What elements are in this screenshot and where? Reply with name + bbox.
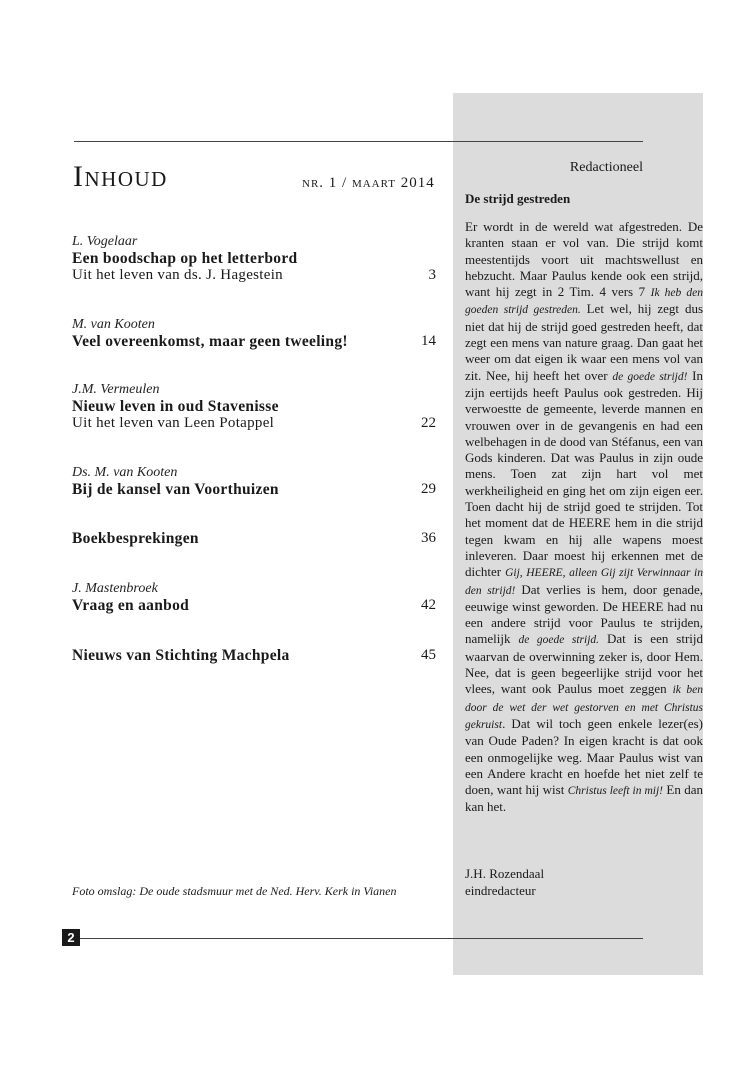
toc-entry[interactable]: [72, 580, 436, 614]
toc-entry-subtitle: Uit het leven van Leen Potappel: [72, 415, 275, 431]
toc-entry[interactable]: [72, 316, 436, 350]
editorial-text-run: In zijn eertijds heeft Paulus ook gestreden. Hij verwoestte de gemeente, leverde mannen en vrouwen over in de gevangenis en had een welbehagen in de dood van Stéfanus, een van Gods kinderen. Dat was Paulus in zijn oude mens. Toen zat zijn hart vol met werkheiligheid en ging het om zijn eigen eer. Toen dacht hij de strijd goed te strijden. Tot het moment dat de HEERE hem in die strijd tegen kwam en hij alle wapens moest inleveren. Daar moest hij erkennen met de dichter: [465, 367, 703, 580]
page-number-badge: 2: [62, 929, 80, 946]
toc-entry-title: Boekbesprekingen: [72, 530, 199, 547]
editorial-text-run: En dan kan het.: [465, 782, 703, 815]
toc-entry-title: Veel overeenkomst, maar geen tweeling!: [72, 333, 348, 350]
bottom-divider: [80, 938, 643, 939]
toc-author: M. van Kooten: [72, 317, 155, 332]
editorial-text-run: Let wel, hij zegt dus niet dat hij de strijd goed gestreden heeft, dat zegt een mens van nature graag. Dan gaat het weer om dat eigen ik waar een mens vol van zit. Nee, hij heeft het over: [465, 301, 704, 383]
top-divider: [74, 141, 643, 142]
toc-page-number: 14: [421, 333, 436, 349]
toc-title: Inhoud: [73, 160, 168, 193]
editorial-quote: Christus leeft in mij!: [567, 785, 664, 798]
editorial-text-run: Dat verlies is hem, door genade, eeuwige winst geworden. De HEERE had nu een andere strijd voor Paulus te strijden, namelijk: [465, 581, 703, 647]
toc-page-number: 22: [421, 415, 436, 431]
toc-entry-title: Bij de kansel van Voorthuizen: [72, 481, 279, 498]
editorial-heading: De strijd gestreden: [465, 191, 571, 206]
toc-page-number: 29: [421, 481, 436, 497]
toc-page-number: 42: [421, 597, 436, 613]
editorial-quote: de goede strijd!: [612, 370, 688, 383]
toc-entry[interactable]: [72, 233, 436, 284]
toc-author: Ds. M. van Kooten: [72, 465, 178, 480]
editorial-signature: [465, 866, 544, 899]
editorial-body-text: [465, 219, 703, 816]
editorial-quote: de goede strijd.: [518, 634, 600, 647]
editorial-quote: Gij, HEERE, alleen Gij zijt Verwinnaar in den strijd!: [465, 567, 703, 597]
toc-page-number: 36: [421, 530, 436, 546]
editorial-section-label: Redactioneel: [569, 160, 643, 175]
toc-entry[interactable]: [72, 464, 436, 498]
issue-label: nr. 1 / maart 2014: [302, 175, 435, 191]
toc-entry-title: Nieuw leven in oud Stavenisse: [72, 398, 279, 415]
editorial-quote: ik ben door de wet der wet gestorven en met Christus gekruist: [465, 684, 703, 731]
toc-entry-title: Een boodschap op het letterbord: [72, 250, 298, 267]
toc-entry[interactable]: [72, 647, 436, 664]
editorial-quote: Ik heb den goeden strijd gestreden.: [465, 287, 703, 317]
editorial-text-run: Er wordt in de wereld wat afgestreden. De kranten staan er vol van. Die strijd komt meestentijds voort uit machtswellust en hebzucht. Maar Paulus kende ook een strijd, want hij zegt in 2 Tim. 4 vers 7: [465, 219, 703, 300]
cover-photo-caption: Foto omslag: De oude stadsmuur met de Ned. Herv. Kerk in Vianen: [72, 884, 397, 898]
editorial-text-run: . Dat wil toch geen enkele lezer(es) van Oude Paden? In eigen kracht is dat ook een onmogelijke weg. Maar Paulus wist van een Andere kracht en hoefde het niet zelf te doen, want hij wist: [465, 715, 703, 798]
toc-page-number: 45: [421, 647, 436, 663]
toc-author: J. Mastenbroek: [72, 581, 158, 596]
toc-entry-title: Vraag en aanbod: [72, 597, 190, 614]
editorial-text-run: Dat is een strijd waarvan de overwinning zeker is, door Hem. Nee, dat is geen begeerlijke strijd voor het vlees, want ook Paulus moet zeggen: [465, 631, 703, 697]
toc-entry-title: Nieuws van Stichting Machpela: [72, 647, 290, 664]
signature-role: eindredacteur: [465, 882, 536, 898]
toc-entry-subtitle: Uit het leven van ds. J. Hagestein: [72, 267, 283, 283]
toc-author: L. Vogelaar: [72, 234, 138, 249]
toc-entry[interactable]: [72, 530, 436, 547]
toc-author: J.M. Vermeulen: [72, 382, 160, 397]
signature-name: J.H. Rozendaal: [465, 866, 545, 881]
toc-entry[interactable]: [72, 381, 436, 432]
toc-page-number: 3: [428, 267, 436, 283]
